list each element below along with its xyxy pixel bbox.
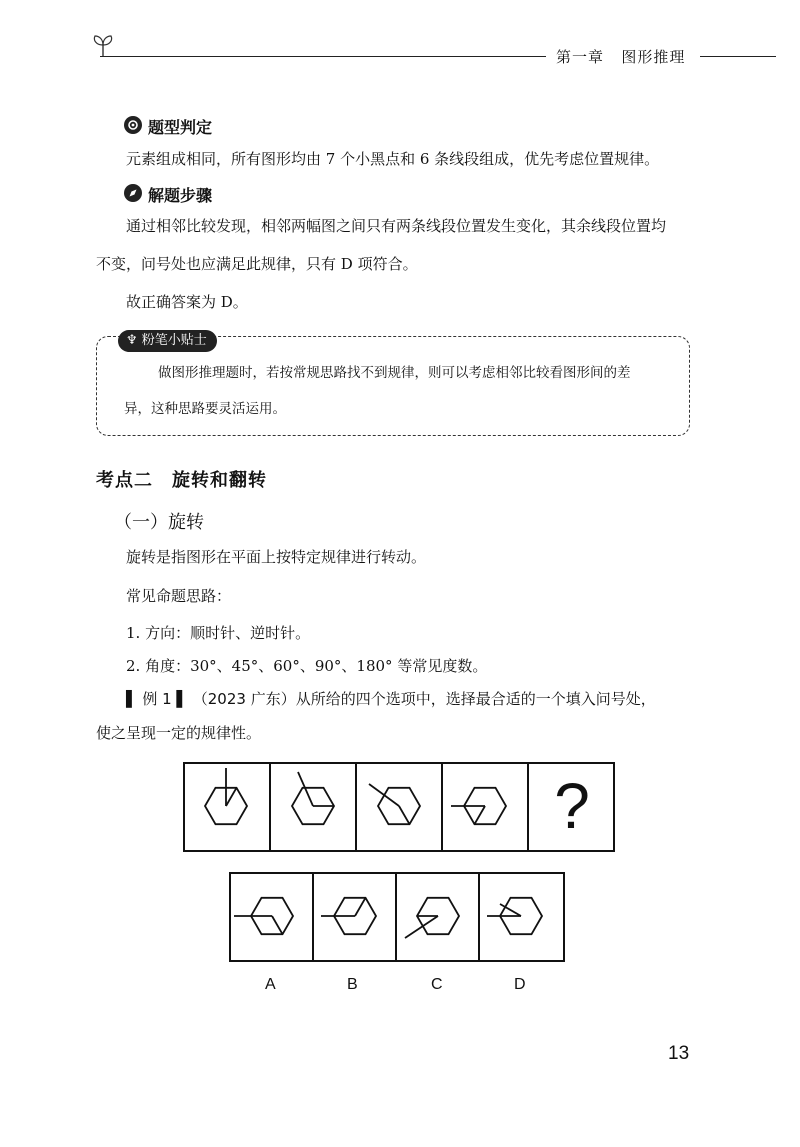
- option-label-d: D: [514, 976, 526, 993]
- solution-title: 解题步骤: [148, 186, 213, 205]
- point2-title: 考点二 旋转和翻转: [96, 470, 267, 491]
- example-badge-left-mark: ▌: [126, 690, 138, 708]
- type-judgement-title: 题型判定: [148, 118, 213, 137]
- solution-line1: 通过相邻比较发现，相邻两幅图之间只有两条线段位置发生变化，其余线段位置均: [126, 217, 667, 235]
- tip-line2: 异，这种思路要灵活运用。: [124, 401, 286, 417]
- option-label-b: B: [347, 976, 358, 993]
- header-rule-right: [700, 56, 776, 57]
- option-figures: [229, 872, 565, 962]
- question-figure-4: [451, 788, 506, 824]
- question-figure-1: [205, 768, 247, 824]
- solution-answer: 故正确答案为 D。: [126, 293, 248, 311]
- sprout-logo-icon: [90, 34, 116, 58]
- example-badge: 例 1: [142, 690, 172, 708]
- sprout-icon: ♆: [126, 333, 142, 348]
- gear-icon: [124, 116, 142, 134]
- tip-label: ♆ 粉笔小贴士: [118, 330, 217, 352]
- option-label-c: C: [431, 976, 443, 993]
- option-figure-b: [321, 898, 376, 934]
- compass-icon: [124, 184, 142, 202]
- rotation-common-label: 常见命题思路：: [126, 587, 232, 605]
- rotation-definition: 旋转是指图形在平面上按特定规律进行转动。: [126, 548, 427, 566]
- type-judgement-text: 元素组成相同，所有图形均由 7 个小黑点和 6 条线段组成，优先考虑位置规律。: [126, 150, 660, 168]
- rotation-item2: 2. 角度：30°、45°、60°、90°、180° 等常见度数。: [126, 657, 488, 675]
- solution-line2: 不变，问号处也应满足此规律，只有 D 项符合。: [96, 255, 418, 273]
- page-number: 13: [668, 1043, 690, 1064]
- example-line1: （2023 广东）从所给的四个选项中，选择最合适的一个填入问号处，: [192, 690, 656, 708]
- option-figure-a: [234, 898, 293, 934]
- tip-line1: 做图形推理题时，若按常规思路找不到规律，则可以考虑相邻比较看图形间的差: [158, 365, 631, 381]
- option-figure-d: [487, 898, 542, 934]
- question-figure-3: [369, 784, 420, 824]
- question-mark: ?: [554, 770, 590, 842]
- header-rule-left: [100, 56, 546, 57]
- example-badge-right-mark: ▌: [176, 690, 188, 708]
- option-label-a: A: [265, 976, 276, 993]
- rotation-item1: 1. 方向：顺时针、逆时针。: [126, 624, 311, 642]
- example-line2: 使之呈现一定的规律性。: [96, 724, 262, 742]
- option-figure-c: [405, 898, 459, 938]
- question-figure-2: [292, 772, 334, 824]
- rotation-title: （一）旋转: [114, 512, 204, 533]
- example-intro: [126, 688, 656, 709]
- header-title: 第一章 图形推理: [556, 48, 686, 66]
